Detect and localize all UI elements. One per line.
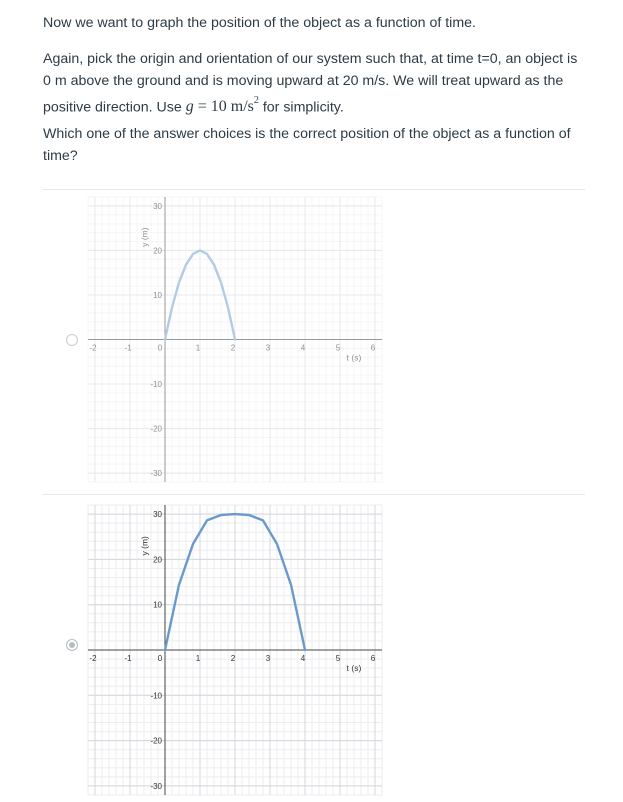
answer-separator-middle (43, 494, 585, 495)
gravity-formula (185, 95, 259, 116)
y-tick-label: -10 (150, 691, 162, 701)
y-tick-label: -20 (150, 736, 162, 746)
y-tick-label: 20 (153, 555, 162, 565)
question-paragraph-3 (43, 123, 593, 167)
question-paragraph-2 (43, 48, 593, 118)
answer-graph-1[interactable] (43, 192, 585, 492)
x-tick-label: 2 (230, 654, 236, 663)
y-tick-label: -30 (150, 469, 162, 479)
x-tick-label: -2 (89, 343, 97, 353)
x-tick-label: 5 (335, 654, 341, 663)
question-text-2c: positive direction. Use (43, 99, 182, 116)
graph-body (88, 505, 382, 795)
gravity-eq: = 10 m/s (193, 98, 254, 116)
x-tick-label: -1 (124, 654, 132, 663)
x-axis-label: t (s) (346, 352, 362, 363)
question-text-3a: Which one of the answer choices is the correct position of the object as a function of (43, 126, 571, 142)
x-tick-label: 1 (195, 343, 201, 353)
y-tick-label: -10 (150, 380, 162, 390)
answer-separator-top (43, 189, 585, 190)
gravity-var: g (185, 98, 194, 116)
answer-graph-2[interactable] (43, 497, 585, 802)
y-tick-label: 20 (153, 246, 162, 256)
x-tick-label: 1 (195, 654, 201, 663)
gravity-exp: 2 (253, 95, 259, 106)
question-text-2d: for simplicity. (258, 99, 344, 116)
y-tick-label: -20 (150, 424, 162, 434)
y-tick-label: 10 (153, 600, 162, 610)
y-tick-label: 10 (153, 290, 162, 300)
y-tick-label: -30 (150, 781, 162, 791)
question-paragraph-1 (43, 12, 593, 34)
x-tick-label: 6 (370, 343, 376, 353)
x-tick-label: 3 (265, 654, 271, 663)
question-text-2b: 0 m above the ground and is moving upward at 20 m/s. We will treat upward as the (43, 73, 564, 89)
x-tick-label: 6 (370, 654, 376, 663)
question-text-1: Now we want to graph the position of the object as a function of time. (43, 15, 476, 31)
x-tick-label: -2 (89, 654, 97, 663)
y-axis-label: y (m) (139, 227, 150, 247)
x-tick-label: 2 (230, 343, 236, 353)
x-tick-label: 5 (335, 343, 341, 353)
x-tick-label: 3 (265, 343, 271, 353)
y-tick-label: 30 (153, 510, 162, 520)
x-tick-label: 4 (300, 654, 306, 663)
x-tick-label: 4 (300, 343, 306, 353)
y-axis-label: y (m) (139, 536, 150, 556)
x-axis-label: t (s) (346, 663, 362, 673)
question-text-2a: Again, pick the origin and orientation of our system such that, at time t=0, an object is (43, 51, 578, 67)
origin-label: 0 (157, 654, 163, 663)
x-tick-label: -1 (124, 343, 132, 353)
y-tick-label: 30 (153, 201, 162, 211)
question-text-3b: time? (43, 148, 78, 164)
origin-label: 0 (157, 343, 163, 353)
